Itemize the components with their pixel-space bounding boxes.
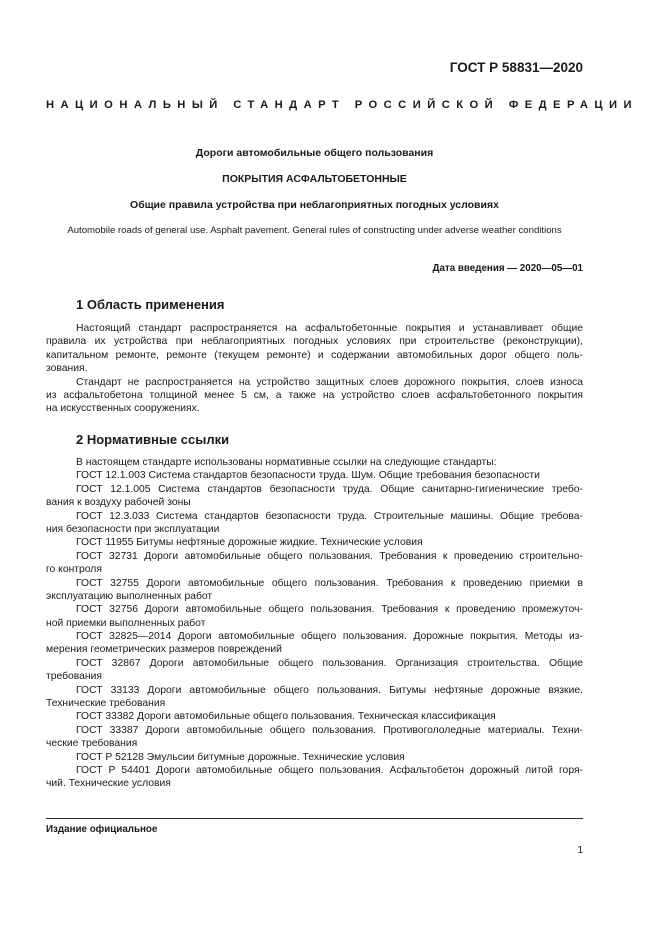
english-title: Automobile roads of general use. Asphalt pavement. General rules of constructing under adverse weather conditions bbox=[67, 225, 562, 236]
paragraph-line: на искусственных сооружениях. bbox=[46, 403, 200, 415]
reference-line: ГОСТ 33382 Дороги автомобильные общего пользования. Техническая классификация bbox=[76, 711, 496, 723]
reference-line: ГОСТ 12.3.033 Система стандартов безопасности труда. Строительные машины. Общие требова- bbox=[76, 510, 583, 522]
paragraph-line: Настоящий стандарт распространяется на асфальтобетонные покрытия и устанавливает общие bbox=[76, 323, 583, 334]
section-2-body bbox=[46, 456, 583, 791]
reference-line: ГОСТ 12.1.003 Система стандартов безопасности труда. Шум. Общие требования безопасности bbox=[76, 470, 540, 482]
reference-line: ной приемки выполненных работ bbox=[46, 617, 206, 629]
reference-line: ГОСТ 32731 Дороги автомобильные общего пользования. Требования к проведению строительно- bbox=[76, 550, 583, 562]
reference-line: ГОСТ Р 54401 Дороги автомобильные общего пользования. Асфальтобетон дорожный литой горя- bbox=[76, 764, 583, 776]
document-code: ГОСТ Р 58831—2020 bbox=[449, 60, 583, 75]
paragraph-line: зования. bbox=[46, 363, 88, 375]
reference-line: ГОСТ 32755 Дороги автомобильные общего пользования. Требования к проведению приемки в bbox=[76, 577, 583, 589]
reference-line: ГОСТ Р 52128 Эмульсии битумные дорожные. Технические условия bbox=[76, 751, 405, 763]
title-line-1: Дороги автомобильные общего пользования bbox=[195, 147, 434, 159]
reference-line: ГОСТ 32756 Дороги автомобильные общего пользования. Требования к проведению промежуточ- bbox=[76, 604, 583, 616]
reference-line: ГОСТ 33387 Дороги автомобильные общего пользования. Противогололедные материалы. Техни- bbox=[76, 724, 583, 736]
reference-line: мерения геометрических размеров повреждений bbox=[46, 644, 282, 656]
section-2-heading: 2 Нормативные ссылки bbox=[76, 432, 230, 447]
reference-line: ГОСТ 12.1.005 Система стандартов безопасности труда. Общие санитарно-гигиенические требо- bbox=[76, 483, 583, 495]
reference-line: В настоящем стандарте использованы нормативные ссылки на следующие стандарты: bbox=[76, 457, 497, 468]
reference-line: чий. Технические условия bbox=[46, 778, 171, 790]
reference-line: го контроля bbox=[46, 564, 102, 576]
reference-line: ния безопасности при эксплуатации bbox=[46, 523, 220, 535]
footer-divider bbox=[46, 818, 583, 819]
national-standard-banner: НАЦИОНАЛЬНЫЙ СТАНДАРТ РОССИЙСКОЙ ФЕДЕРАЦИИ bbox=[46, 99, 639, 111]
section-1-body bbox=[46, 322, 583, 416]
reference-line: ГОСТ 11955 Битумы нефтяные дорожные жидкие. Технические условия bbox=[76, 537, 423, 549]
reference-line: эксплуатацию выполненных работ bbox=[46, 590, 213, 602]
title-line-2: ПОКРЫТИЯ АСФАЛЬТОБЕТОННЫЕ bbox=[222, 173, 407, 185]
paragraph-line: капитальном ремонте, ремонте (текущем ремонте) и содержании автомобильных дорог общего поль- bbox=[46, 349, 583, 361]
reference-line: вания к воздуху рабочей зоны bbox=[46, 497, 191, 509]
reference-line: Технические требования bbox=[46, 698, 166, 710]
reference-line: ческие требования bbox=[46, 738, 138, 750]
reference-line: ГОСТ 33133 Дороги автомобильные общего пользования. Битумы нефтяные дорожные вязкие. bbox=[76, 684, 583, 696]
reference-line: ГОСТ 32825—2014 Дороги автомобильные общего пользования. Дорожные покрытия. Методы из- bbox=[76, 631, 583, 643]
paragraph-line: правила их устройства при неблагоприятных погодных условиях при строительстве (реконструкции), bbox=[46, 336, 583, 348]
introduction-date: Дата введения — 2020—05—01 bbox=[432, 263, 583, 274]
title-line-3: Общие правила устройства при неблагоприятных погодных условиях bbox=[130, 199, 499, 211]
section-1-heading: 1 Область применения bbox=[76, 297, 225, 312]
official-edition-label: Издание официальное bbox=[46, 824, 158, 835]
paragraph-line: из асфальтобетона толщиной менее 5 см, а также на устройство слоев асфальтобетонного покрытия bbox=[46, 389, 583, 401]
reference-line: требования bbox=[46, 671, 103, 683]
reference-line: ГОСТ 32867 Дороги автомобильные общего пользования. Организация строительства. Общие bbox=[76, 657, 583, 669]
paragraph-line: Стандарт не распространяется на устройство защитных слоев дорожного покрытия, слоев износа bbox=[76, 376, 583, 388]
page-number: 1 bbox=[577, 845, 583, 856]
